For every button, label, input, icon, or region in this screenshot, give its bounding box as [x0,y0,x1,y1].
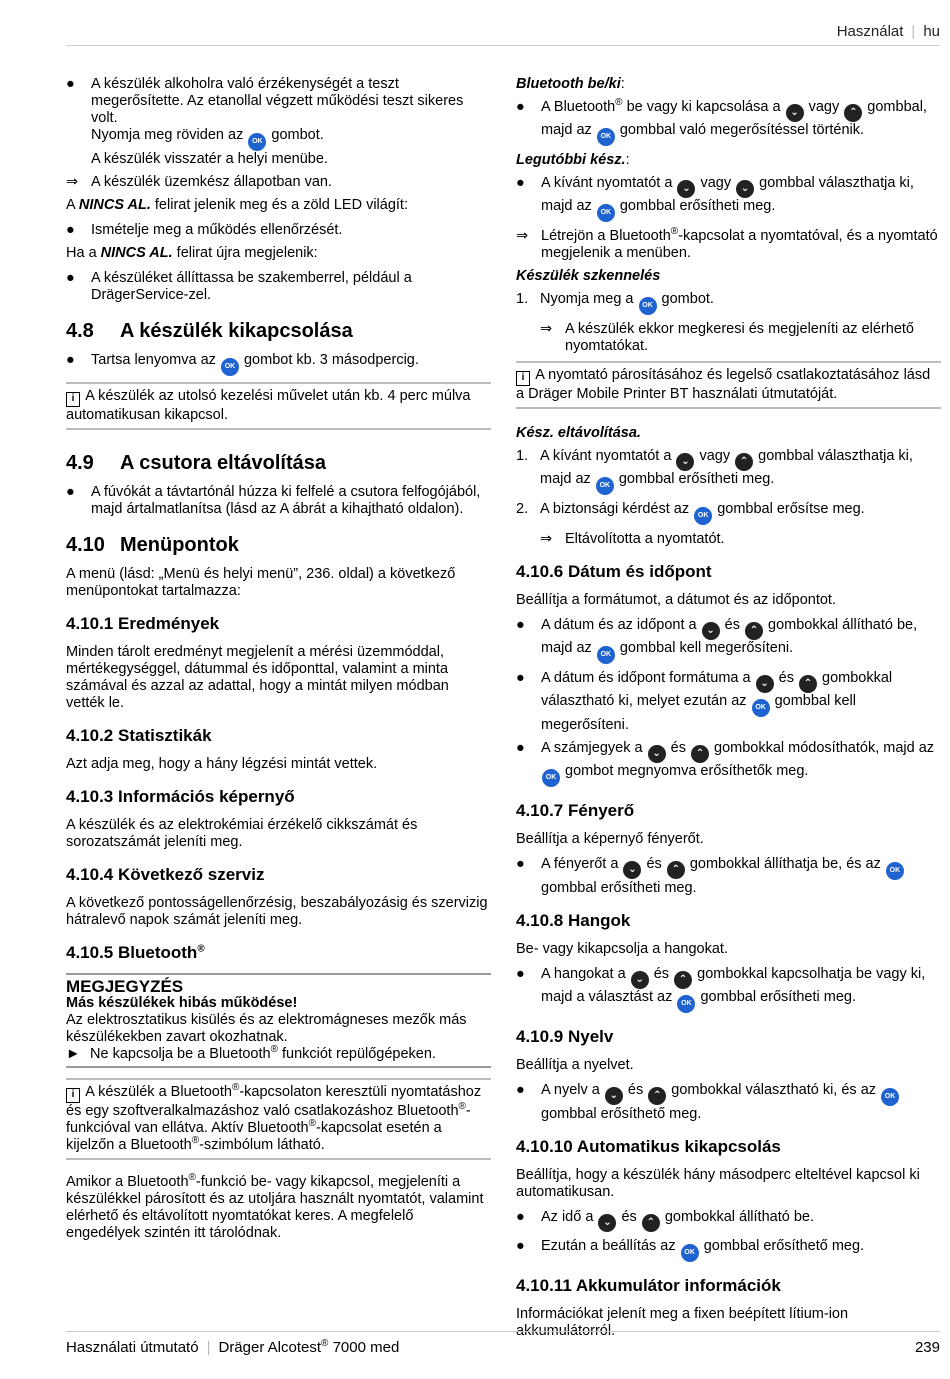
up-button-icon: ⌃ [691,745,709,763]
ok-button-icon: OK [677,995,695,1013]
subheading-4-10-9: 4.10.9 Nyelv [516,1027,614,1046]
warning-title: MEGJEGYZÉS [66,977,184,996]
subsection-label: Készülék szkennelés [516,268,661,284]
list-item: ● A kívánt nyomtatót a ⌄ vagy ⌄ gombbal választhatja ki, majd az OK gombbal erősítheti meg. [516,175,941,222]
paragraph: Minden tárolt eredményt megjelenít a mérési üzemmóddal, mértékegységgel, dátummal és időponttal, valamint a minta számával és azzal az adattal, hogy a mintát milyen módban vették le. [66,644,449,711]
result-item: ⇒ Eltávolította a nyomtatót. [540,531,725,547]
arrow-right-icon: ⇒ [540,321,553,337]
subheading-4-10-1: 4.10.1 Eredmények [66,614,220,633]
paragraph: A NINCS AL. felirat jelenik meg és a zöld LED világít: [66,197,408,213]
numbered-step: 2. A biztonsági kérdést az OK gombbal erősítse meg. [516,501,941,525]
list-item: ● A dátum és időpont formátuma a ⌄ és ⌃ gombokkal választható ki, melyet ezután az OK gombbal kell megerősíteni. [516,670,893,733]
page-number: 239 [914,1339,940,1356]
paragraph: Ha a NINCS AL. felirat újra megjelenik: [66,245,318,261]
paragraph: Információkat jelenít meg a fixen beépített lítium-ion akkumulátorról. [516,1306,849,1339]
up-button-icon: ⌃ [844,104,862,122]
list-item: ● A hangokat a ⌄ és ⌃ gombokkal kapcsolhatja be vagy ki, majd a választást az OK gombbal erősítheti meg. [516,966,941,1013]
ok-button-icon: OK [542,769,560,787]
numbered-step: 1. A kívánt nyomtatót a ⌄ vagy ⌃ gombbal választhatja ki, majd az OK gombbal erősítheti meg. [516,448,941,495]
list-item: ● A dátum és az időpont a ⌄ és ⌃ gombokkal állítható be, majd az OK gombbal kell megerősíteni. [516,617,941,664]
subsection-label: Kész. eltávolítása. [516,425,641,441]
result-item: ⇒ Létrejön a Bluetooth®-kapcsolat a nyomtatóval, és a nyomtató megjelenik a menüben. [516,226,938,261]
subheading-4-10-11: 4.10.11 Akkumulátor információk [516,1276,781,1295]
header-section: Használat [836,23,904,40]
list-item: ● A Bluetooth® be vagy ki kapcsolása a ⌄ vagy ⌃ gombbal, majd az OK gombbal való megerősítéssel történik. [516,99,941,146]
down-button-icon: ⌄ [786,104,804,122]
list-item: ● A készülék alkoholra való érzékenységét a teszt megerősítette. Az etanollal végzett működési teszt sikeres volt. Nyomja meg röviden az OK gombot. A készülék visszatér a helyi menübe. [66,76,464,167]
down-button-icon: ⌄ [631,971,649,989]
list-item: ● Tartsa lenyomva az OK gombot kb. 3 másodpercig. [66,352,491,376]
list-item: ● Az idő a ⌄ és ⌃ gombokkal állítható be. [516,1209,941,1232]
ok-button-icon: OK [248,133,266,151]
arrow-right-icon: ⇒ [516,228,529,244]
ok-button-icon: OK [694,507,712,525]
arrow-right-icon: ⇒ [540,531,553,547]
footer-product: Dräger Alcotest [218,1339,322,1356]
page-footer: Használati útmutató | Dräger Alcotest® 7000 med 239 [66,1338,940,1356]
left-column [66,76,491,1250]
paragraph: A következő pontosságellenőrzésig, beszabályozásig és szervizig hátralevő napok számát jeleníti meg. [66,895,488,928]
ok-button-icon: OK [681,1244,699,1262]
ok-button-icon: OK [597,646,615,664]
result-item: ⇒ A készülék üzemkész állapotban van. [66,174,332,190]
subheading-4-10-3: 4.10.3 Információs képernyő [66,787,295,806]
action-arrow-icon: ► [66,1046,81,1062]
paragraph: A készülék és az elektrokémiai érzékelő cikkszámát és sorozatszámát jeleníti meg. [66,817,418,850]
list-item: ● A számjegyek a ⌄ és ⌃ gombokkal módosíthatók, majd az OK gombot megnyomva erősíthetők meg. [516,740,941,787]
ok-button-icon: OK [221,358,239,376]
ok-button-icon: OK [886,862,904,880]
list-item: ● Ezután a beállítás az OK gombbal erősíthető meg. [516,1238,941,1262]
up-button-icon: ⌃ [667,861,685,879]
list-item: ● A fúvókát a távtartónál húzza ki felfelé a csutora felfogójából, majd ártalmatlanítsa (lásd az A ábrát a kihajtható oldalon). [66,484,481,517]
down-button-icon: ⌄ [736,180,754,198]
info-icon: i [66,392,80,407]
page-header: Használat | hu [836,23,940,40]
ok-button-icon: OK [597,204,615,222]
list-item: ● A készüléket állíttassa be szakemberrel, például a DrägerService-zel. [66,270,412,303]
subheading-4-10-4: 4.10.4 Következő szerviz [66,865,265,884]
paragraph: Beállítja a nyelvet. [516,1057,634,1073]
info-note: i A készülék az utolsó kezelési művelet után kb. 4 perc múlva automatikusan kikapcsol. [66,382,491,430]
paragraph: A menü (lásd: „Menü és helyi menü”, 236. oldal) a következő menüpontokat tartalmazza: [66,566,456,599]
up-button-icon: ⌃ [642,1214,660,1232]
header-divider [66,45,940,46]
up-button-icon: ⌃ [799,675,817,693]
down-button-icon: ⌄ [598,1214,616,1232]
subheading-4-10-2: 4.10.2 Statisztikák [66,726,212,745]
paragraph: Be- vagy kikapcsolja a hangokat. [516,941,728,957]
subheading-4-10-7: 4.10.7 Fényerő [516,801,635,820]
header-lang: hu [923,23,940,40]
section-heading-4-10: 4.10 Menüpontok [66,534,239,556]
paragraph: Beállítja a formátumot, a dátumot és az időpontot. [516,592,836,608]
ok-button-icon: OK [597,128,615,146]
info-icon: i [516,371,530,386]
ok-button-icon: OK [639,297,657,315]
down-button-icon: ⌄ [702,622,720,640]
list-item: ● A fényerőt a ⌄ és ⌃ gombokkal állíthatja be, és az OK gombbal erősítheti meg. [516,856,941,897]
info-note: i A készülék a Bluetooth®-kapcsolaton keresztüli nyomtatáshoz és egy szoftveralkalmazáshoz való csatlakozáshoz Bluetooth®-funkcióval van ellátva. Aktív Bluetooth®-kapcsolat esetén a kijelzőn a Bluetooth®-szimbólum látható. [66,1078,491,1160]
list-item: ● Ismételje meg a működés ellenőrzését. [66,222,343,238]
numbered-step: 1. Nyomja meg a OK gombot. [516,291,941,315]
down-button-icon: ⌄ [648,745,666,763]
warning-notice: MEGJEGYZÉS Más készülékek hibás működése! Az elektrosztatikus kisülés és az elektromágneses mezők más készülékekben zavart okozhatnak. ► Ne kapcsolja be a Bluetooth® funkciót repülőgépeken. [66,973,491,1068]
right-column [516,76,941,1348]
down-button-icon: ⌄ [677,180,695,198]
up-button-icon: ⌃ [674,971,692,989]
warning-subtitle: Más készülékek hibás működése! [66,995,298,1011]
up-button-icon: ⌃ [648,1087,666,1105]
subsection-label: Bluetooth be/ki: [516,76,625,92]
down-button-icon: ⌄ [676,453,694,471]
list-item: ● A nyelv a ⌄ és ⌃ gombokkal választható ki, és az OK gombbal erősíthető meg. [516,1082,941,1123]
paragraph: Azt adja meg, hogy a hány légzési mintát vettek. [66,756,378,772]
subheading-4-10-10: 4.10.10 Automatikus kikapcsolás [516,1137,781,1156]
subheading-4-10-6: 4.10.6 Dátum és időpont [516,562,712,581]
paragraph: Beállítja, hogy a készülék hány másodperc elteltével kapcsol ki automatikusan. [516,1167,920,1200]
result-item: ⇒ A készülék ekkor megkeresi és megjeleníti az elérhető nyomtatókat. [540,321,914,354]
paragraph: Beállítja a képernyő fényerőt. [516,831,704,847]
paragraph: Amikor a Bluetooth®-funkció be- vagy kikapcsol, megjeleníti a készülékkel párosított és az utoljára használt nyomtatót, valamint elérhető és eltávolított nyomtatókat keres. A megfelelő engedélyek szintén itt tárolódnak. [66,1172,484,1241]
down-button-icon: ⌄ [756,675,774,693]
info-note: i A nyomtató párosításához és legelső csatlakoztatásához lásd a Dräger Mobile Printer BT használati útmutatóját. [516,361,941,409]
up-button-icon: ⌃ [745,622,763,640]
ok-button-icon: OK [881,1088,899,1106]
subsection-label: Legutóbbi kész.: [516,152,630,168]
section-heading-4-8: 4.8 A készülék kikapcsolása [66,320,353,342]
arrow-right-icon: ⇒ [66,174,79,190]
footer-doc-type: Használati útmutató [66,1339,199,1356]
up-button-icon: ⌃ [735,453,753,471]
info-icon: i [66,1088,80,1103]
subheading-4-10-5: 4.10.5 Bluetooth® [66,943,205,962]
down-button-icon: ⌄ [605,1087,623,1105]
subheading-4-10-8: 4.10.8 Hangok [516,911,631,930]
section-heading-4-9: 4.9 A csutora eltávolítása [66,452,327,474]
footer-divider [66,1331,940,1332]
ok-button-icon: OK [752,699,770,717]
down-button-icon: ⌄ [623,861,641,879]
ok-button-icon: OK [596,477,614,495]
